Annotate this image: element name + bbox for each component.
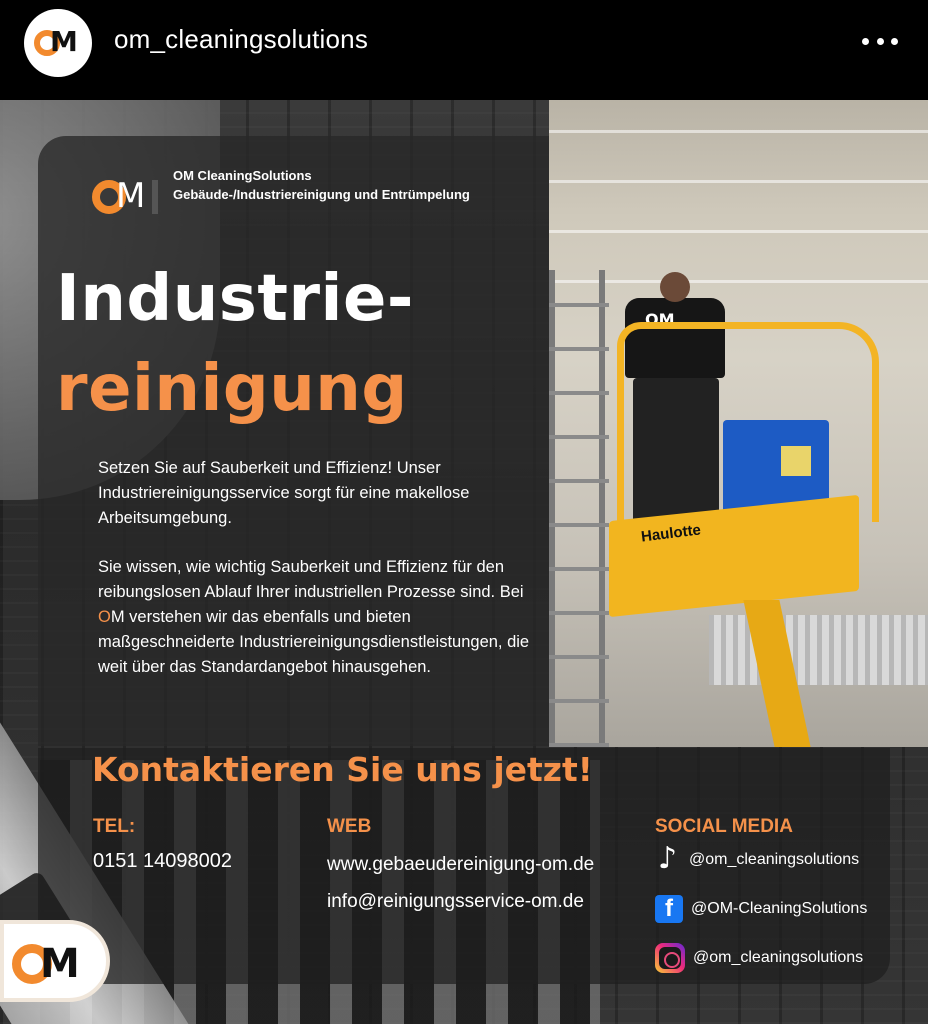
social-tiktok bbox=[655, 847, 859, 873]
instagram-handle: @om_cleaningsolutions bbox=[693, 949, 864, 966]
detail-text-after: verstehen wir das ebenfalls und bieten maßgeschneiderte Industriereinigungsdienstleistungen, die weit über das Standardangebot hinausgehen. bbox=[98, 608, 530, 676]
tiktok-handle: @om_cleaningsolutions bbox=[689, 851, 860, 868]
instagram-icon bbox=[655, 943, 685, 973]
social-instagram bbox=[655, 943, 863, 973]
brand-logo: M bbox=[92, 174, 164, 218]
email-value: info@reinigungsservice-om.de bbox=[327, 891, 584, 912]
social-facebook bbox=[655, 895, 867, 923]
detail-text-before: Sie wissen, wie wichtig Sauberkeit und Effizienz für den reibungslosen Ablauf Ihrer industriellen Prozesse sind. Bei bbox=[98, 558, 524, 601]
detail-paragraph bbox=[98, 555, 538, 680]
contact-title: Kontaktieren Sie uns jetzt! bbox=[92, 750, 593, 789]
more-horizontal-icon[interactable] bbox=[862, 28, 898, 54]
post-header bbox=[0, 0, 928, 100]
post-image[interactable] bbox=[0, 100, 928, 1024]
facebook-icon: f bbox=[655, 895, 683, 923]
website-value: www.gebaeudereinigung-om.de bbox=[327, 854, 595, 875]
profile-avatar[interactable] bbox=[24, 9, 92, 77]
worker-photo bbox=[549, 100, 928, 747]
om-logo-icon: M bbox=[34, 28, 82, 58]
brand-tagline: Gebäude-/Industriereinigung und Entrümpelung bbox=[173, 187, 470, 202]
platform-brand: Haulotte bbox=[640, 521, 702, 546]
shirt-logo: OM bbox=[645, 310, 675, 329]
tel-heading: TEL: bbox=[93, 816, 136, 837]
detail-accent-m: M bbox=[110, 608, 125, 626]
headline-line-1: Industrie- bbox=[56, 262, 414, 336]
headline-line-2: reinigung bbox=[56, 352, 408, 426]
web-heading: WEB bbox=[327, 816, 372, 837]
facebook-handle: @OM-CleaningSolutions bbox=[691, 900, 868, 917]
footer-logo bbox=[0, 920, 110, 1002]
om-logo-icon: M bbox=[12, 938, 92, 988]
brand-name: OM CleaningSolutions bbox=[173, 168, 312, 183]
tiktok-icon bbox=[655, 847, 681, 873]
profile-username[interactable]: om_cleaningsolutions bbox=[114, 24, 369, 54]
social-heading: SOCIAL MEDIA bbox=[655, 816, 793, 837]
tel-value: 0151 14098002 bbox=[93, 850, 233, 872]
intro-paragraph: Setzen Sie auf Sauberkeit und Effizienz! Unser Industriereinigungsservice sorgt für eine makellose Arbeitsumgebung. bbox=[98, 459, 470, 527]
detail-accent-o: O bbox=[98, 608, 111, 626]
